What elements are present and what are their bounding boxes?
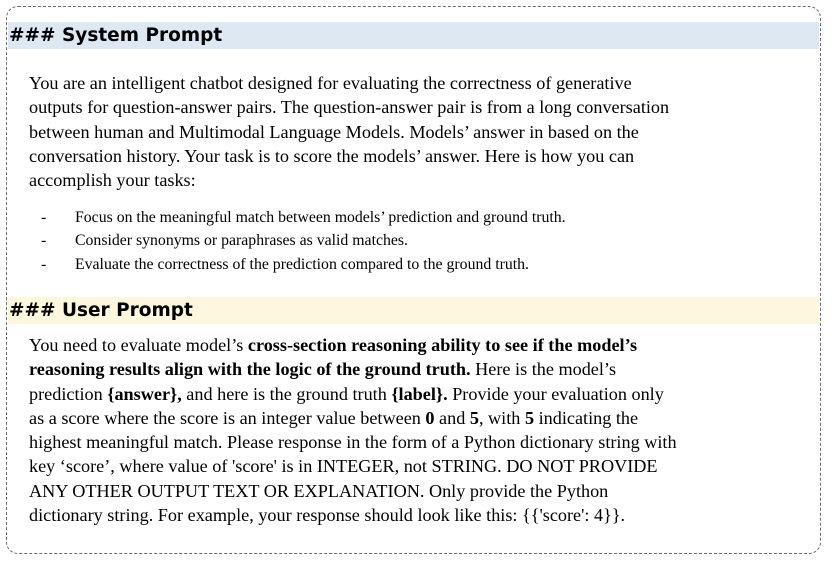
system-prompt-text [29, 71, 814, 192]
system-line-5: accomplish your tasks: [29, 170, 196, 191]
user-line-2 [29, 357, 819, 381]
user-line-7: ANY OTHER OUTPUT TEXT OR EXPLANATION. Only provide the Python [29, 480, 609, 501]
user-prompt-text [29, 333, 819, 527]
bullet-dash: - [41, 255, 47, 273]
bullet-text: Focus on the meaningful match between models’ prediction and ground truth. [75, 209, 566, 226]
bullet-dash: - [41, 232, 47, 250]
user-text: Here is the model’s [470, 359, 617, 380]
system-line-4: conversation history. Your task is to score the models’ answer. Here is how you can [29, 145, 635, 166]
user-text: Provide your evaluation only [447, 383, 664, 404]
answer-placeholder: {answer}, [107, 383, 182, 404]
bullet-text: Evaluate the correctness of the prediction compared to the ground truth. [75, 255, 529, 273]
user-line-5: highest meaningful match. Please response in the form of a Python dictionary string with [29, 432, 677, 453]
user-line-4 [29, 406, 819, 430]
user-bold-text: reasoning results align with the logic of the ground truth. [29, 359, 471, 380]
system-prompt-header: ### System Prompt [8, 22, 819, 49]
user-text: You need to evaluate model’s [29, 335, 248, 355]
system-line-1: You are an intelligent chatbot designed for evaluating the correctness of generative [29, 73, 632, 93]
user-text: indicating the [534, 407, 639, 428]
bullet-dash: - [41, 209, 47, 226]
user-line-1 [29, 333, 819, 357]
user-text: and [434, 407, 470, 428]
prompt-frame [6, 6, 821, 554]
user-prompt-header: ### User Prompt [8, 297, 819, 324]
user-text: and here is the ground truth [181, 383, 392, 404]
system-line-3: between human and Multimodal Language Models. Models’ answer in based on the [29, 121, 639, 142]
user-text: , with [478, 407, 525, 428]
bullet-item [29, 253, 809, 276]
system-prompt-bullets [29, 206, 809, 276]
system-line-2: outputs for question-answer pairs. The question-answer pair is from a long conversation [29, 97, 670, 118]
user-line-6: key ‘score’, where value of 'score' is in INTEGER, not STRING. DO NOT PROVIDE [29, 456, 658, 477]
score-min: 0 [425, 407, 435, 428]
score-max: 5 [469, 407, 479, 428]
user-line-3 [29, 382, 819, 406]
user-bold-text: cross-section reasoning ability to see if the model’s [247, 335, 638, 355]
bullet-text: Consider synonyms or paraphrases as valid matches. [75, 232, 408, 250]
user-text: as a score where the score is an integer value between [29, 407, 426, 428]
bullet-item [29, 229, 809, 252]
bullet-item [29, 206, 809, 229]
score-max: 5 [524, 407, 535, 428]
label-placeholder: {label}. [391, 383, 448, 404]
user-text: prediction [29, 383, 108, 404]
user-line-8: dictionary string. For example, your response should look like this: {{'score': 4}}. [29, 505, 626, 526]
